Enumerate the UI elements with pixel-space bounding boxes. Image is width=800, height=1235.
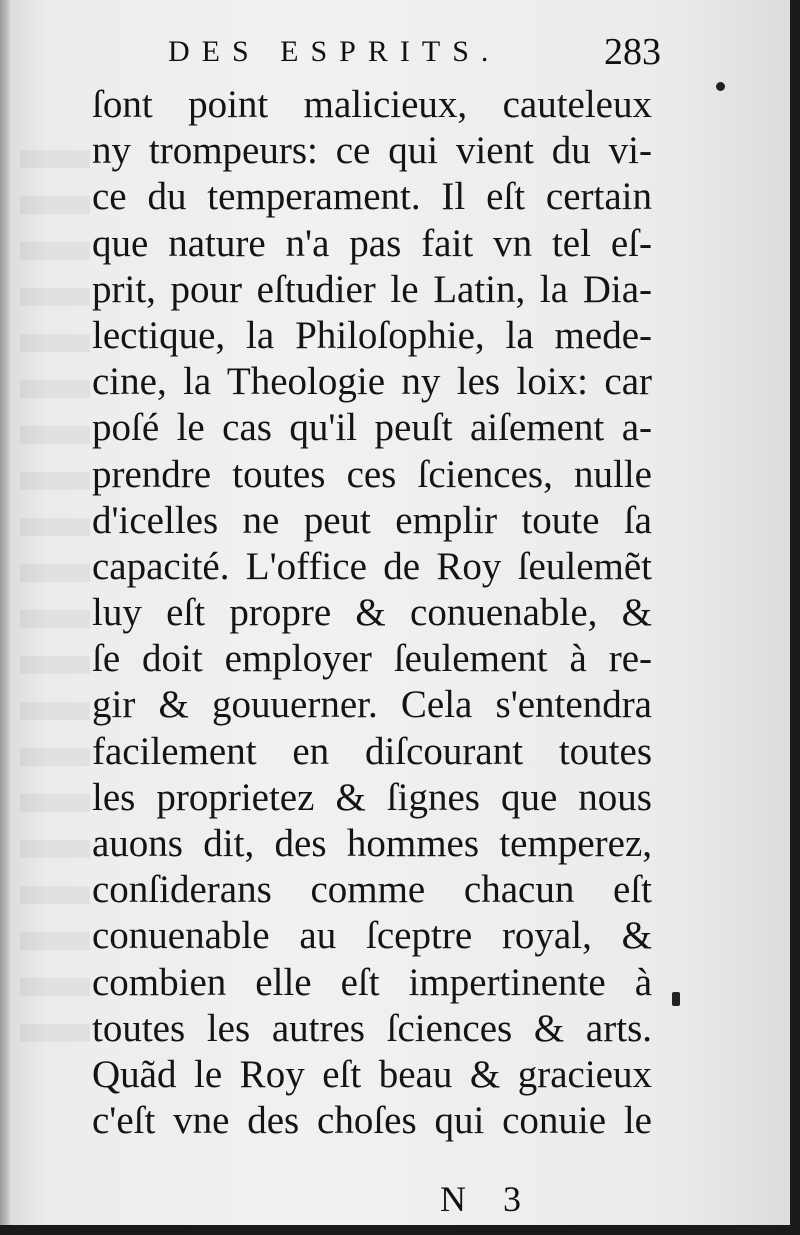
text-line: ce du temperament. Il eſt certain	[92, 175, 652, 219]
text-line: luy eſt propre & conuenable, &	[92, 591, 652, 635]
text-line: lectique, la Philoſophie, la mede-	[92, 313, 652, 357]
text-line: conuenable au ſceptre royal, &	[92, 914, 652, 958]
text-line: c'eſt vne des choſes qui conuie le	[92, 1099, 652, 1143]
text-line: ſont point malicieux, cauteleux	[92, 83, 652, 126]
text-line: prendre toutes ces ſciences, nulle	[92, 452, 652, 496]
text-line: auons dit, des hommes temperez,	[92, 822, 652, 865]
text-line: poſé le cas qu'il peuſt aiſement a-	[92, 406, 652, 450]
text-line: facilement en diſcourant toutes	[92, 729, 652, 773]
running-head: DES ESPRITS.	[168, 35, 501, 68]
page-number: 283	[604, 31, 661, 73]
text-line: combien elle eſt impertinente à	[92, 960, 652, 1004]
ink-spot	[716, 82, 725, 91]
text-line: ny trompeurs: ce qui vient du vi-	[92, 129, 652, 173]
page-binding-edge	[0, 0, 10, 1225]
body-text	[92, 82, 652, 1144]
ink-spot	[672, 992, 680, 1006]
text-line: d'icelles ne peut emplir toute ſa	[92, 498, 652, 542]
text-line: les proprietez & ſignes que nous	[92, 775, 652, 819]
show-through-text	[20, 150, 90, 1050]
text-line: que nature n'a pas fait vn tel eſ-	[92, 221, 652, 265]
text-line: capacité. L'office de Roy ſeulemẽt	[92, 544, 652, 588]
text-line: gir & gouuerner. Cela s'entendra	[92, 683, 652, 727]
text-line: ſe doit employer ſeulement à re-	[92, 637, 652, 681]
text-line: prit, pour eſtudier le Latin, la Dia-	[92, 267, 652, 311]
text-line: Quãd le Roy eſt beau & gracieux	[92, 1052, 652, 1096]
text-line: toutes les autres ſciences & arts.	[92, 1006, 652, 1050]
text-line: conſiderans comme chacun eſt	[92, 868, 652, 912]
text-line: cine, la Theologie ny les loix: car	[92, 360, 652, 404]
signature-mark: N 3	[440, 1179, 535, 1219]
